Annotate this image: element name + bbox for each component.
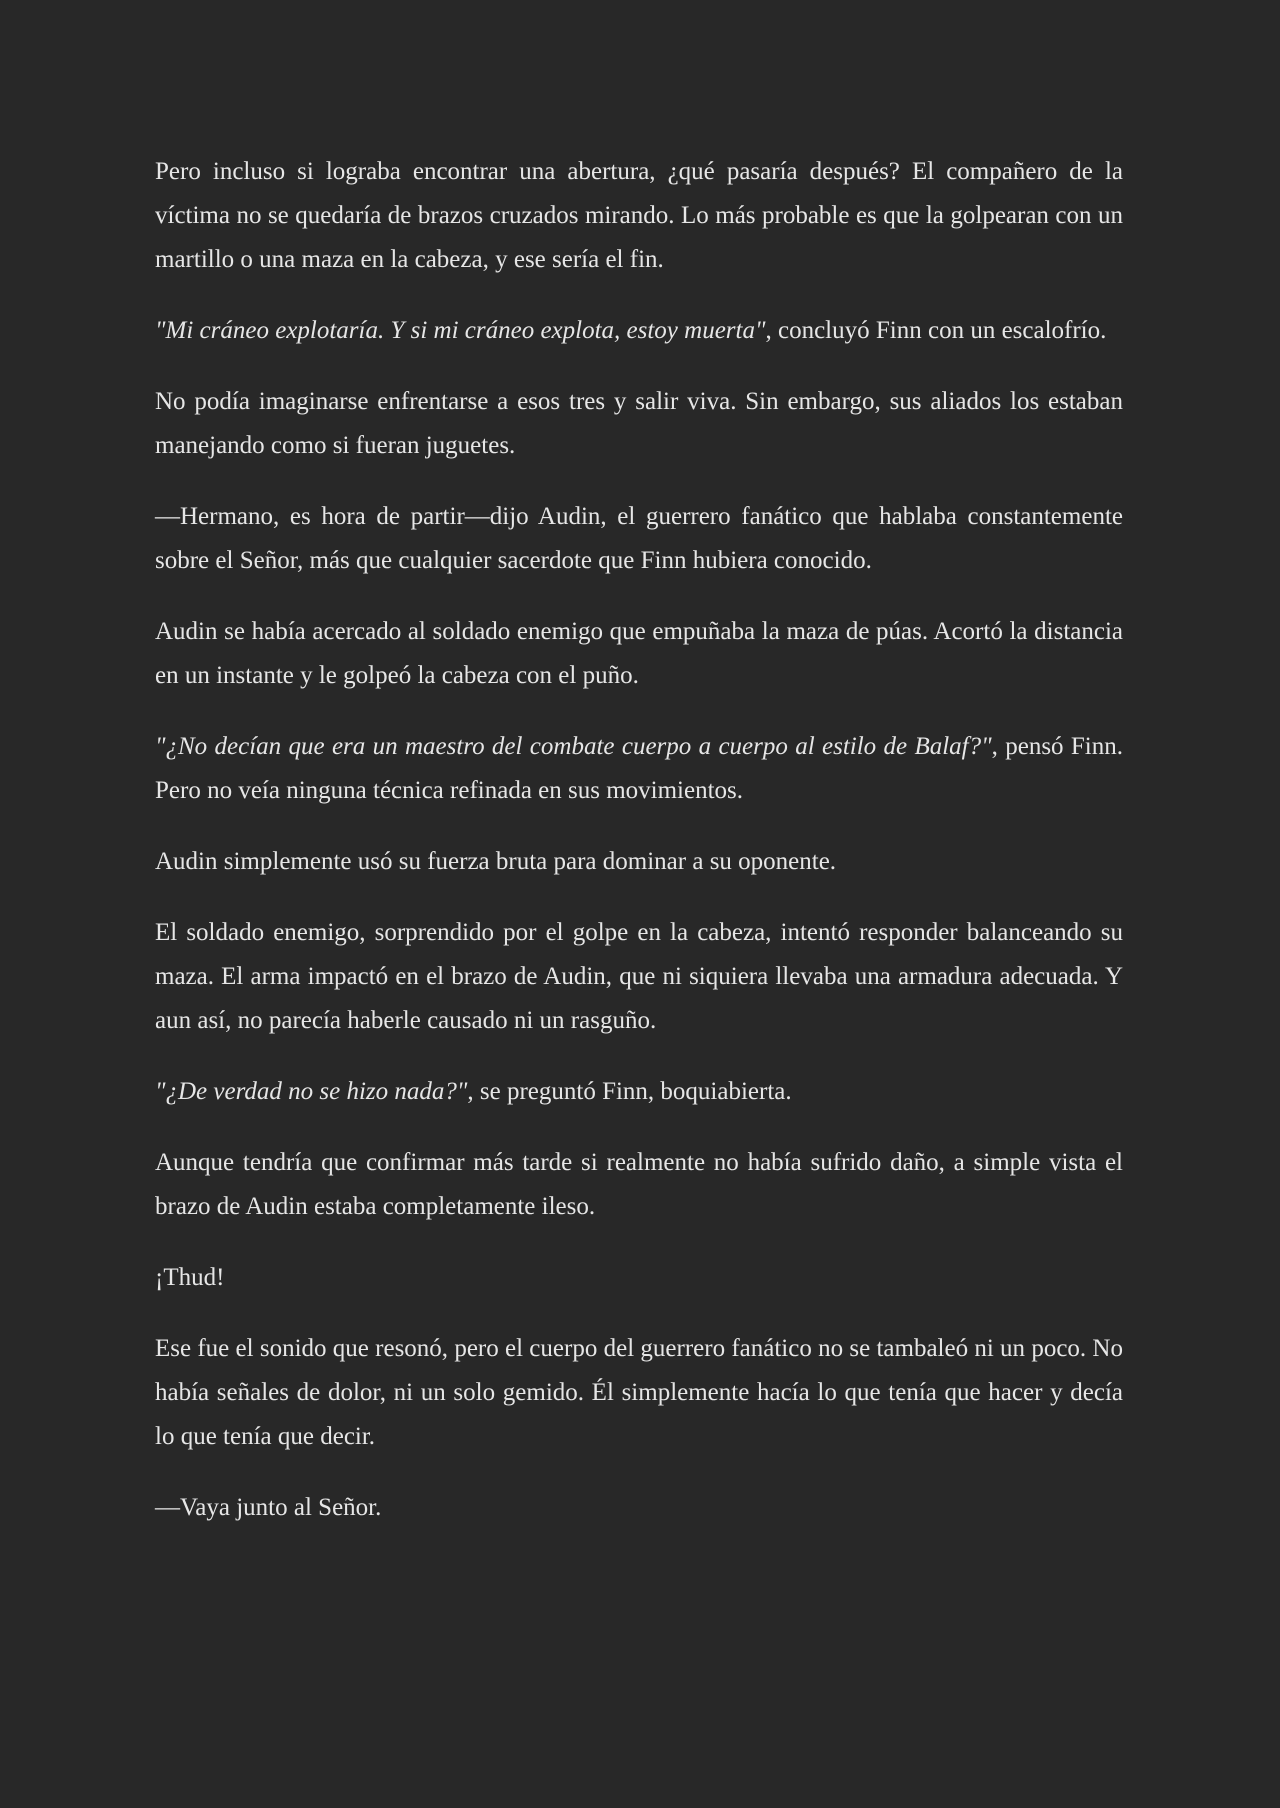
paragraph <box>155 1070 1123 1114</box>
paragraph-text: No podía imaginarse enfrentarse a esos tres y salir viva. Sin embargo, sus aliados los estaban manejando como si fueran juguetes. <box>155 388 1123 459</box>
paragraph-text: , pensó Finn. Pero no veía ninguna técnica refinada en sus movimientos. <box>155 733 1123 804</box>
paragraph-text: Aunque tendría que confirmar más tarde si realmente no había sufrido daño, a simple vista el brazo de Audin estaba completamente ileso. <box>155 1149 1123 1220</box>
paragraph-text: —Vaya junto al Señor. <box>155 1494 382 1521</box>
paragraph <box>155 1256 1123 1300</box>
paragraph <box>155 495 1123 583</box>
paragraph-text: Ese fue el sonido que resonó, pero el cuerpo del guerrero fanático no se tambaleó ni un poco. No había señales de dolor, ni un solo gemido. Él simplemente hacía lo que tenía que hacer y decía lo que tenía que decir. <box>155 1335 1123 1450</box>
paragraph-text: El soldado enemigo, sorprendido por el golpe en la cabeza, intentó responder balanceando su maza. El arma impactó en el brazo de Audin, que ni siquiera llevaba una armadura adecuada. Y aun así, no parecía haberle causado ni un rasguño. <box>155 919 1123 1034</box>
paragraph-text: Pero incluso si lograba encontrar una abertura, ¿qué pasaría después? El compañero de la víctima no se quedaría de brazos cruzados mirando. Lo más probable es que la golpearan con un martillo o una maza en la cabeza, y ese sería el fin. <box>155 158 1123 273</box>
italic-thought: "¿No decían que era un maestro del combate cuerpo a cuerpo al estilo de Balaf?" <box>155 733 992 760</box>
document-body <box>155 150 1123 1557</box>
paragraph <box>155 380 1123 468</box>
italic-thought: "¿De verdad no se hizo nada?" <box>155 1078 468 1105</box>
paragraph <box>155 150 1123 282</box>
paragraph-text: , se preguntó Finn, boquiabierta. <box>467 1078 792 1105</box>
paragraph <box>155 1141 1123 1229</box>
paragraph <box>155 911 1123 1043</box>
paragraph-text: Audin se había acercado al soldado enemigo que empuñaba la maza de púas. Acortó la distancia en un instante y le golpeó la cabeza con el puño. <box>155 618 1123 689</box>
paragraph <box>155 840 1123 884</box>
paragraph <box>155 725 1123 813</box>
paragraph <box>155 1486 1123 1530</box>
paragraph <box>155 610 1123 698</box>
italic-thought: "Mi cráneo explotaría. Y si mi cráneo explota, estoy muerta" <box>155 317 766 344</box>
paragraph-text: Audin simplemente usó su fuerza bruta para dominar a su oponente. <box>155 848 837 875</box>
paragraph-text: —Hermano, es hora de partir—dijo Audin, el guerrero fanático que hablaba constantemente sobre el Señor, más que cualquier sacerdote que Finn hubiera conocido. <box>155 503 1123 574</box>
paragraph <box>155 309 1123 353</box>
paragraph <box>155 1327 1123 1459</box>
paragraph-text: , concluyó Finn con un escalofrío. <box>765 317 1107 344</box>
paragraph-text: ¡Thud! <box>155 1264 225 1291</box>
